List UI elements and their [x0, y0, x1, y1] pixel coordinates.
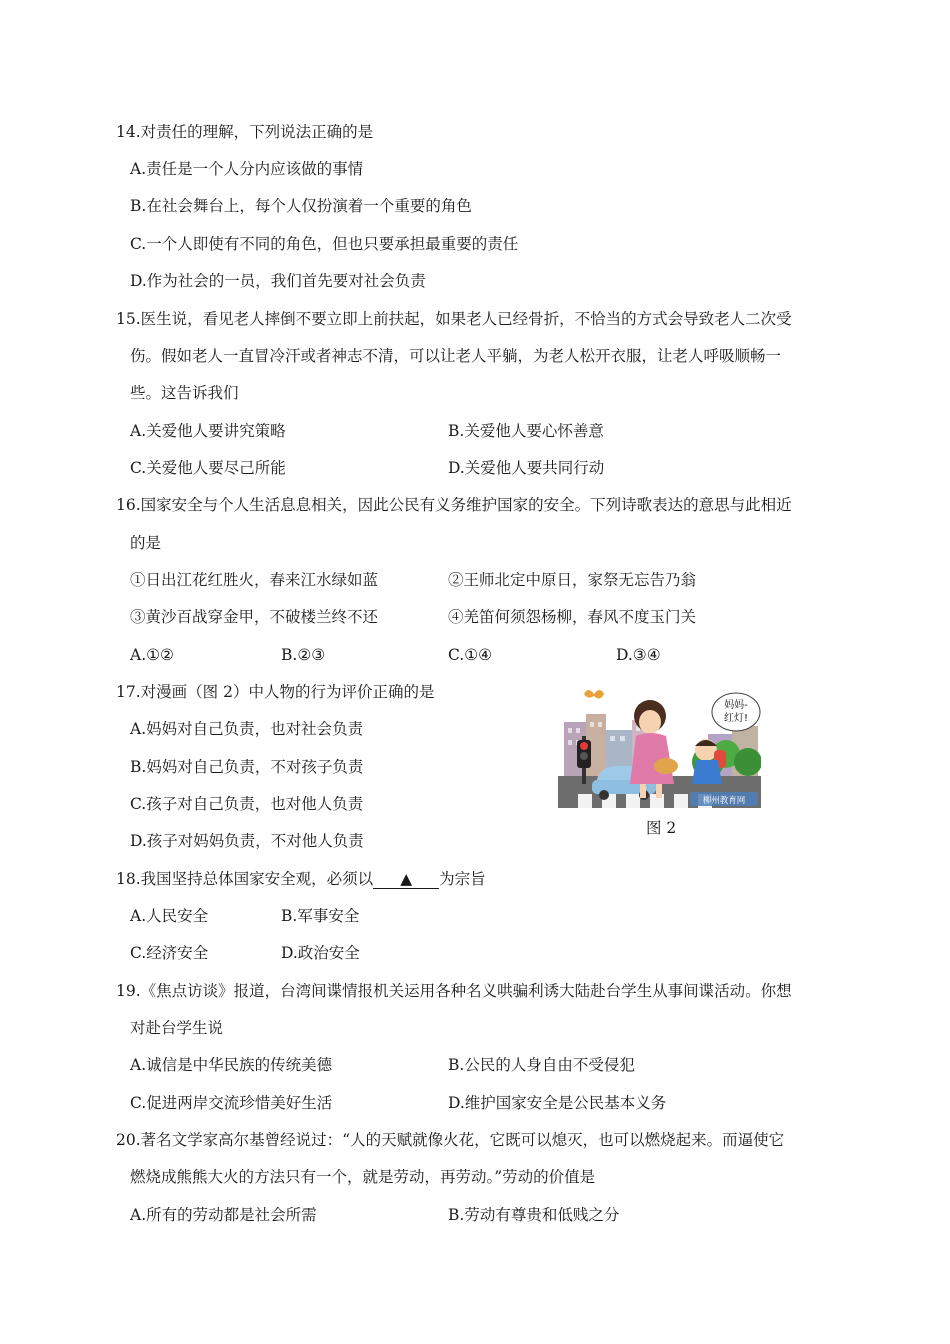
q14-option-d: D.作为社会的一员，我们首先要对社会负责	[130, 272, 426, 290]
speech-bubble-line2: 红灯!	[723, 713, 749, 724]
q18-stem-before: 18.我国坚持总体国家安全观，必须以	[116, 870, 374, 888]
q14-stem: 14.对责任的理解，下列说法正确的是	[116, 123, 374, 141]
q16-poem-2: ②王师北定中原日，家祭无忘告乃翁	[448, 571, 697, 589]
q16-poem-1: ①日出江花红胜火，春来江水绿如蓝	[130, 571, 379, 589]
q16-option-c: C.①④	[448, 646, 493, 664]
q20-option-a: A.所有的劳动都是社会所需	[130, 1206, 317, 1224]
q19-stem-line2: 对赴台学生说	[130, 1019, 224, 1037]
q18-option-b: B.军事安全	[281, 907, 360, 925]
watermark-text: 柳州教育网	[702, 796, 746, 806]
q16-option-a: A.①②	[130, 646, 174, 664]
q15-option-d: D.关爱他人要共同行动	[448, 459, 605, 477]
q16-stem-line2: 的是	[130, 534, 162, 552]
q15-option-c: C.关爱他人要尽己所能	[130, 459, 286, 477]
q17-option-d: D.孩子对妈妈负责，不对他人负责	[130, 832, 364, 850]
q18-option-d: D.政治安全	[281, 944, 360, 962]
figure-caption: 图 2	[646, 819, 677, 837]
q14-option-a: A.责任是一个人分内应该做的事情	[130, 160, 364, 178]
q19-option-b: B.公民的人身自由不受侵犯	[448, 1056, 635, 1074]
q18-option-c: C.经济安全	[130, 944, 209, 962]
q16-stem-line1: 16.国家安全与个人生活息息相关，因此公民有义务维护国家的安全。下列诗歌表达的意思与此相近	[116, 496, 792, 514]
q20-stem-line1: 20.著名文学家高尔基曾经说过：“人的天赋就像火花，它既可以熄灭，也可以燃烧起来。而逼使它	[116, 1131, 785, 1149]
q17-stem: 17.对漫画（图 2）中人物的行为评价正确的是	[116, 683, 435, 701]
cartoon-figure	[558, 684, 761, 808]
q20-option-b: B.劳动有尊贵和低贱之分	[448, 1206, 620, 1224]
q18-stem-after: 为宗旨	[439, 870, 486, 888]
q17-option-c: C.孩子对自己负责，也对他人负责	[130, 795, 364, 813]
q18-stem	[116, 869, 486, 889]
q19-stem-line1: 19.《焦点访谈》报道，台湾间谍情报机关运用各种名义哄骗利诱大陆赴台学生从事间谍活动。你想	[116, 982, 792, 1000]
q14-option-b: B.在社会舞台上，每个人仅扮演着一个重要的角色	[130, 197, 472, 215]
q16-option-d: D.③④	[616, 646, 661, 664]
q17-option-a: A.妈妈对自己负责，也对社会负责	[130, 720, 364, 738]
q15-stem-line3: 些。这告诉我们	[130, 384, 239, 402]
q15-option-b: B.关爱他人要心怀善意	[448, 422, 604, 440]
q16-poem-4: ④羌笛何须怨杨柳，春风不度玉门关	[448, 608, 697, 626]
q15-stem-line2: 伤。假如老人一直冒冷汗或者神志不清，可以让老人平躺，为老人松开衣服，让老人呼吸顺畅一	[130, 347, 782, 365]
q18-blank: ▲	[373, 870, 439, 889]
q14-option-c: C.一个人即使有不同的角色，但也只要承担最重要的责任	[130, 235, 519, 253]
q15-stem-line1: 15.医生说，看见老人摔倒不要立即上前扶起，如果老人已经骨折，不恰当的方式会导致老人二次受	[116, 310, 792, 328]
q19-option-a: A.诚信是中华民族的传统美德	[130, 1056, 333, 1074]
q15-option-a: A.关爱他人要讲究策略	[130, 422, 286, 440]
q16-poem-3: ③黄沙百战穿金甲，不破楼兰终不还	[130, 608, 379, 626]
q19-option-c: C.促进两岸交流珍惜美好生活	[130, 1094, 333, 1112]
q18-option-a: A.人民安全	[130, 907, 209, 925]
q17-option-b: B.妈妈对自己负责，不对孩子负责	[130, 758, 364, 776]
q19-option-d: D.维护国家安全是公民基本义务	[448, 1094, 667, 1112]
q16-option-b: B.②③	[281, 646, 326, 664]
q20-stem-line2: 燃烧成熊熊大火的方法只有一个，就是劳动，再劳动。”劳动的价值是	[130, 1168, 596, 1186]
speech-bubble-line1: 妈妈-	[724, 700, 748, 711]
